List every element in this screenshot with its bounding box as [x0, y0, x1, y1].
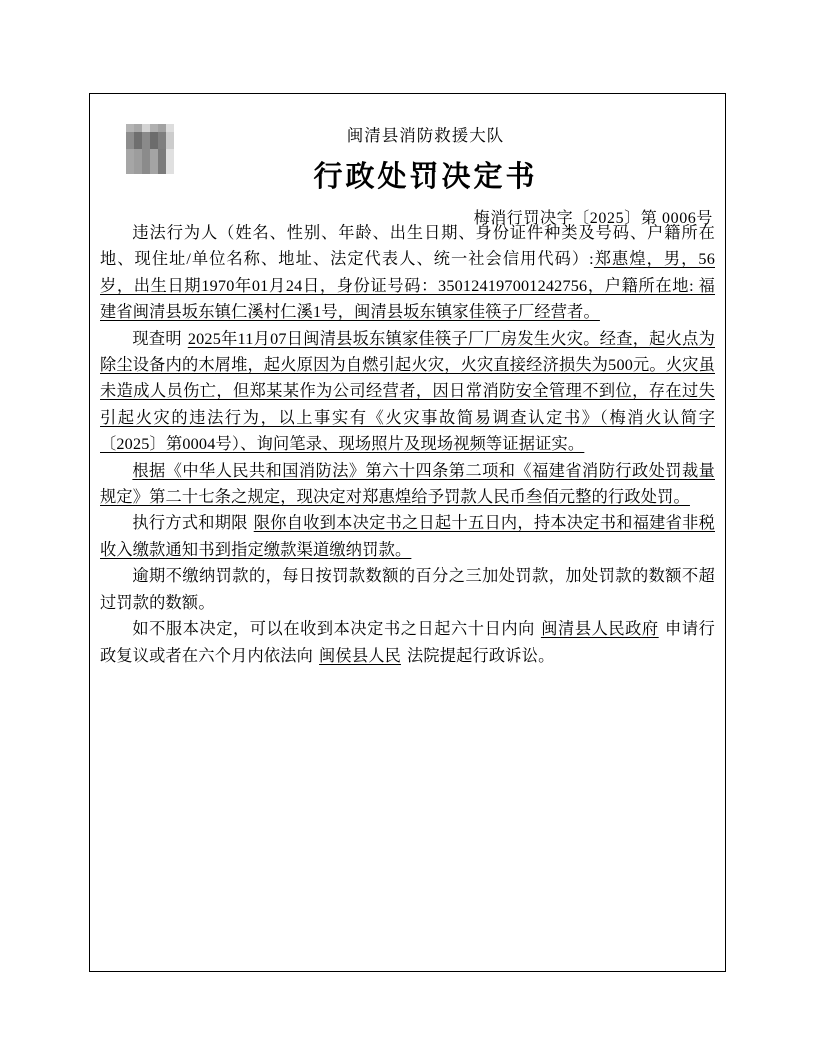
paragraph-findings [100, 326, 715, 458]
page-title: 行政处罚决定书 [313, 161, 538, 193]
paragraph-execution [100, 510, 715, 563]
decision-details: 根据《中华人民共和国消防法》第六十四条第二项和《福建省消防行政处罚裁量规定》第二十七条之规定，现决定对郑惠煌给予罚款人民币叁佰元整的行政处罚。 [100, 461, 715, 507]
document-body [100, 220, 715, 669]
offender-details: 郑惠煌，男，56岁，出生日期1970年01月24日，身份证号码：350124197001242756，户籍所在地: 福建省闽清县坂东镇仁溪村仁溪1号，闽清县坂东镇家佳筷子厂经营者。 [100, 250, 715, 322]
appeal-text-part2: 申请行政复议或者在六个月内依法向 [100, 620, 715, 665]
paragraph-offender-info [100, 220, 715, 326]
appeal-authority-government: 闽清县人民政府 [540, 620, 659, 639]
issuing-organization: 闽清县消防救援大队 [346, 127, 505, 145]
execution-label: 执行方式和期限 [132, 514, 248, 533]
document-number: 梅消行罚决字〔2025〕第 0006号 [473, 210, 713, 227]
appeal-text-part3: 法院提起行政诉讼。 [406, 646, 555, 665]
paragraph-late-penalty [100, 563, 715, 616]
document-header [100, 102, 715, 227]
late-penalty-text: 逾期不缴纳罚款的，每日按罚款数额的百分之三加处罚款，加处罚款的数额不超过罚款的数额。 [100, 567, 715, 612]
findings-label: 现查明 [132, 329, 182, 348]
appeal-authority-court: 闽侯县人民 [319, 646, 401, 665]
document-content [90, 94, 725, 971]
execution-details: 限你自收到本决定书之日起十五日内，持本决定书和福建省非税收入缴款通知书到指定缴款渠道缴纳罚款。 [100, 514, 715, 559]
paragraph-appeal [100, 616, 715, 669]
offender-label: 违法行为人（姓名、性别、年龄、出生日期、身份证件种类及号码、户籍所在地、现住址/单位名称、地址、法定代表人、统一社会信用代码）: [100, 224, 715, 269]
document-border [89, 93, 726, 972]
paragraph-decision [100, 458, 715, 511]
appeal-text-part1: 如不服本决定，可以在收到本决定书之日起六十日内向 [132, 620, 535, 639]
findings-details: 2025年11月07日闽清县坂东镇家佳筷子厂厂房发生火灾。经查，起火点为除尘设备内的木屑堆，起火原因为自燃引起火灾，火灾直接经济损失为500元。火灾虽未造成人员伤亡，但郑某某作为公司经营者，因日常消防安全管理不到位，存在过失引起火灾的违法行为，以上事实有《火灾事故简易调查认定书》（梅消火认简字〔2025〕第0004号）、询问笔录、现场照片及现场视频等证据证实。 [100, 329, 715, 454]
